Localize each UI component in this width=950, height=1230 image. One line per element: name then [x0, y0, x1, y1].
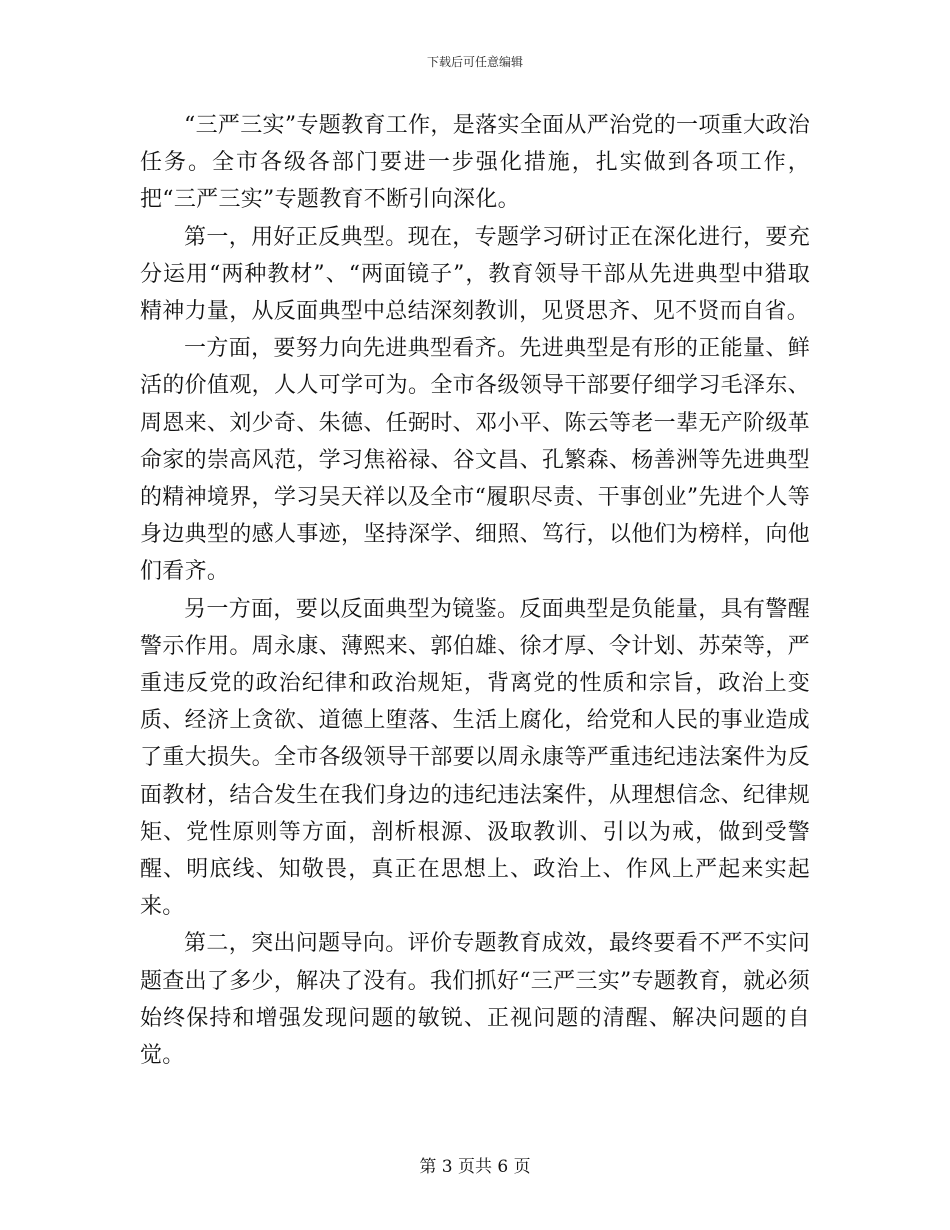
page-number: 第 3 页共 6 页: [419, 1157, 531, 1177]
paragraph-positive-examples: 一方面，要努力向先进典型看齐。先进典型是有形的正能量、鲜活的价值观，人人可学可为。全市各级领导干部要仔细学习毛泽东、周恩来、刘少奇、朱德、任弼时、邓小平、陈云等老一辈无产阶级革命家的崇高风范，学习焦裕禄、谷文昌、孔繁森、杨善洲等先进典型的精神境界，学习吴天祥以及全市“履职尽责、干事创业”先进个人等身边典型的感人事迹，坚持深学、细照、笃行，以他们为榜样，向他们看齐。: [140, 336, 810, 585]
document-body: [140, 107, 810, 1074]
paragraph-first-point: 第一，用好正反典型。现在，专题学习研讨正在深化进行，要充分运用“两种教材”、“两面镜子”，教育领导干部从先进典型中猎取精神力量，从反面典型中总结深刻教训，见贤思齐、见不贤而自省。: [140, 224, 810, 325]
paragraph-intro: “三严三实”专题教育工作，是落实全面从严治党的一项重大政治任务。全市各级各部门要进一步强化措施，扎实做到各项工作，把“三严三实”专题教育不断引向深化。: [140, 113, 810, 213]
page-header-note: 下载后可任意编辑: [426, 55, 523, 69]
paragraph-negative-examples: 另一方面，要以反面典型为镜鉴。反面典型是负能量，具有警醒警示作用。周永康、薄熙来、郭伯雄、徐才厚、令计划、苏荣等，严重违反党的政治纪律和政治规矩，背离党的性质和宗旨，政治上变质、经济上贪欲、道德上堕落、生活上腐化，给党和人民的事业造成了重大损失。全市各级领导干部要以周永康等严重违纪违法案件为反面教材，结合发生在我们身边的违纪违法案件，从理想信念、纪律规矩、党性原则等方面，剖析根源、汲取教训、引以为戒，做到受警醒、明底线、知敬畏，真正在思想上、政治上、作风上严起来实起来。: [140, 596, 810, 920]
paragraph-second-point: 第二，突出问题导向。评价专题教育成效，最终要看不严不实问题查出了多少，解决了没有。我们抓好“三严三实”专题教育，就必须始终保持和增强发现问题的敏锐、正视问题的清醒、解决问题的自觉。: [140, 931, 810, 1069]
